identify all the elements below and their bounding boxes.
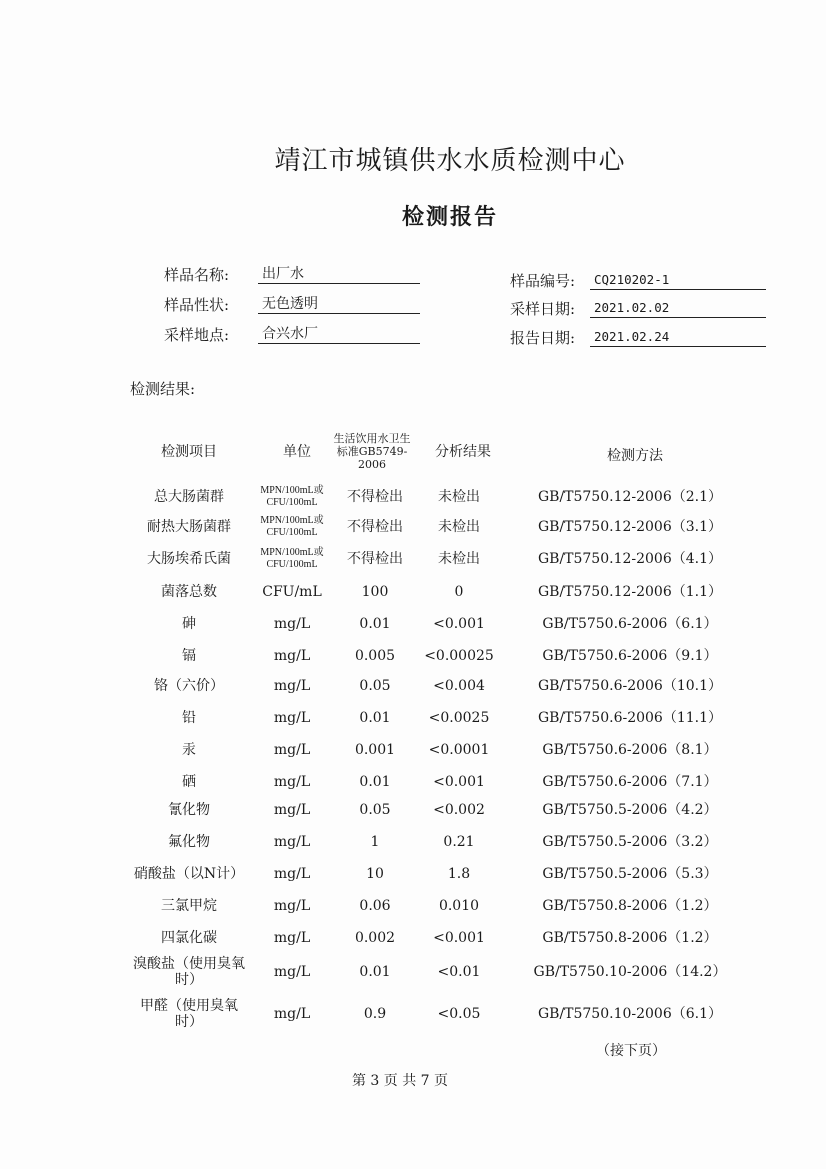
cell-method: GB/T5750.6-2006（10.1） <box>537 677 723 694</box>
cell-result: <0.05 <box>437 1005 481 1022</box>
cell-unit: mg/L <box>273 865 311 882</box>
report-title: 检测报告 <box>401 204 498 230</box>
cell-result: <0.0001 <box>428 741 490 758</box>
sample-name-label: 样品名称: <box>164 266 230 284</box>
cell-method: GB/T5750.5-2006（5.3） <box>542 865 718 882</box>
cell-unit: mg/L <box>273 741 311 758</box>
header-unit: 单位 <box>283 443 311 460</box>
cell-item: 氟化物 <box>168 833 210 850</box>
cell-result: 0 <box>454 583 464 600</box>
cell-method: GB/T5750.6-2006（9.1） <box>542 647 718 664</box>
cell-result: 未检出 <box>438 488 480 505</box>
continued-note: （接下页） <box>596 1043 666 1059</box>
cell-standard: 0.01 <box>359 709 391 726</box>
cell-unit: mg/L <box>273 929 311 946</box>
cell-unit: mg/L <box>273 647 311 664</box>
cell-standard: 1 <box>370 833 380 850</box>
cell-unit: MPN/100mL或CFU/100mL <box>260 485 324 508</box>
cell-standard: 不得检出 <box>347 518 403 535</box>
cell-unit: MPN/100mL或CFU/100mL <box>260 515 324 538</box>
cell-item: 总大肠菌群 <box>154 488 224 505</box>
cell-method: GB/T5750.12-2006（4.1） <box>537 550 723 567</box>
cell-method: GB/T5750.5-2006（3.2） <box>542 833 718 850</box>
cell-item: 氰化物 <box>168 801 210 818</box>
cell-method: GB/T5750.6-2006（8.1） <box>542 741 718 758</box>
page-number: 第 3 页 共 7 页 <box>351 1073 449 1089</box>
cell-result: <0.001 <box>433 773 485 790</box>
report-date-label: 报告日期: <box>510 329 576 347</box>
cell-result: 未检出 <box>438 518 480 535</box>
cell-method: GB/T5750.6-2006（7.1） <box>542 773 718 790</box>
cell-method: GB/T5750.8-2006（1.2） <box>542 897 718 914</box>
cell-unit: CFU/mL <box>262 583 322 600</box>
sample-trait-label: 样品性状: <box>164 296 230 314</box>
cell-method: GB/T5750.6-2006（6.1） <box>542 615 718 632</box>
cell-unit: mg/L <box>273 897 311 914</box>
cell-item: 铅 <box>182 709 196 726</box>
cell-method: GB/T5750.10-2006（14.2） <box>533 963 727 980</box>
cell-item: 硒 <box>182 773 196 790</box>
cell-standard: 0.01 <box>359 615 391 632</box>
cell-item: 四氯化碳 <box>161 929 217 946</box>
cell-standard: 0.05 <box>359 801 391 818</box>
cell-standard: 0.005 <box>354 647 396 664</box>
cell-standard: 100 <box>361 583 389 600</box>
cell-result: <0.00025 <box>424 647 494 664</box>
cell-item: 溴酸盐（使用臭氧时） <box>133 955 245 988</box>
cell-item: 硝酸盐（以N计） <box>133 865 245 882</box>
sample-no-label: 样品编号: <box>510 272 576 290</box>
cell-result: <0.001 <box>433 615 485 632</box>
cell-standard: 0.01 <box>359 773 391 790</box>
cell-standard: 0.06 <box>359 897 391 914</box>
cell-result: <0.002 <box>433 801 485 818</box>
cell-unit: mg/L <box>273 1005 311 1022</box>
cell-unit: mg/L <box>273 677 311 694</box>
cell-result: 1.8 <box>447 865 471 882</box>
sample-date-value: 2021.02.02 <box>590 299 766 318</box>
cell-standard: 不得检出 <box>347 550 403 567</box>
cell-method: GB/T5750.10-2006（6.1） <box>537 1005 723 1022</box>
cell-result: <0.0025 <box>428 709 490 726</box>
cell-unit: mg/L <box>273 615 311 632</box>
cell-standard: 0.002 <box>354 929 396 946</box>
sample-trait-value: 无色透明 <box>258 295 420 314</box>
cell-standard: 不得检出 <box>347 488 403 505</box>
sample-site-label: 采样地点: <box>164 326 230 344</box>
cell-item: 镉 <box>182 647 196 664</box>
cell-unit: mg/L <box>273 963 311 980</box>
cell-item: 铬（六价） <box>154 677 224 694</box>
cell-result: <0.01 <box>437 963 481 980</box>
cell-item: 三氯甲烷 <box>161 897 217 914</box>
sample-name-value: 出厂水 <box>258 265 420 284</box>
results-label: 检测结果: <box>130 380 196 398</box>
cell-standard: 0.05 <box>359 677 391 694</box>
cell-result: 0.010 <box>438 897 480 914</box>
header-result: 分析结果 <box>435 443 491 460</box>
cell-result: <0.004 <box>433 677 485 694</box>
cell-item: 砷 <box>182 615 196 632</box>
cell-item: 菌落总数 <box>161 583 217 600</box>
cell-method: GB/T5750.6-2006（11.1） <box>537 709 723 726</box>
cell-result: 未检出 <box>438 550 480 567</box>
cell-item: 耐热大肠菌群 <box>147 518 231 535</box>
cell-method: GB/T5750.8-2006（1.2） <box>542 929 718 946</box>
header-method: 检测方法 <box>607 447 663 464</box>
cell-unit: mg/L <box>273 773 311 790</box>
cell-item: 大肠埃希氏菌 <box>147 550 231 567</box>
cell-unit: mg/L <box>273 709 311 726</box>
cell-result: 0.21 <box>443 833 475 850</box>
cell-standard: 0.001 <box>354 741 396 758</box>
header-standard: 生活饮用水卫生标准GB5749-2006 <box>333 431 411 471</box>
org-title: 靖江市城镇供水水质检测中心 <box>274 146 626 176</box>
cell-item: 汞 <box>182 741 196 758</box>
cell-result: <0.001 <box>433 929 485 946</box>
cell-item: 甲醛（使用臭氧时） <box>140 997 238 1030</box>
sample-site-value: 合兴水厂 <box>258 325 420 344</box>
sample-date-label: 采样日期: <box>510 300 576 318</box>
report-date-value: 2021.02.24 <box>590 328 766 347</box>
cell-unit: MPN/100mL或CFU/100mL <box>260 547 324 570</box>
cell-method: GB/T5750.12-2006（3.1） <box>537 518 723 535</box>
cell-unit: mg/L <box>273 801 311 818</box>
cell-method: GB/T5750.5-2006（4.2） <box>542 801 718 818</box>
cell-method: GB/T5750.12-2006（2.1） <box>537 488 723 505</box>
cell-method: GB/T5750.12-2006（1.1） <box>537 583 723 600</box>
header-item: 检测项目 <box>161 443 217 460</box>
cell-standard: 0.01 <box>359 963 391 980</box>
cell-unit: mg/L <box>273 833 311 850</box>
sample-no-value: CQ210202-1 <box>590 271 766 290</box>
cell-standard: 10 <box>366 865 384 882</box>
cell-standard: 0.9 <box>363 1005 387 1022</box>
